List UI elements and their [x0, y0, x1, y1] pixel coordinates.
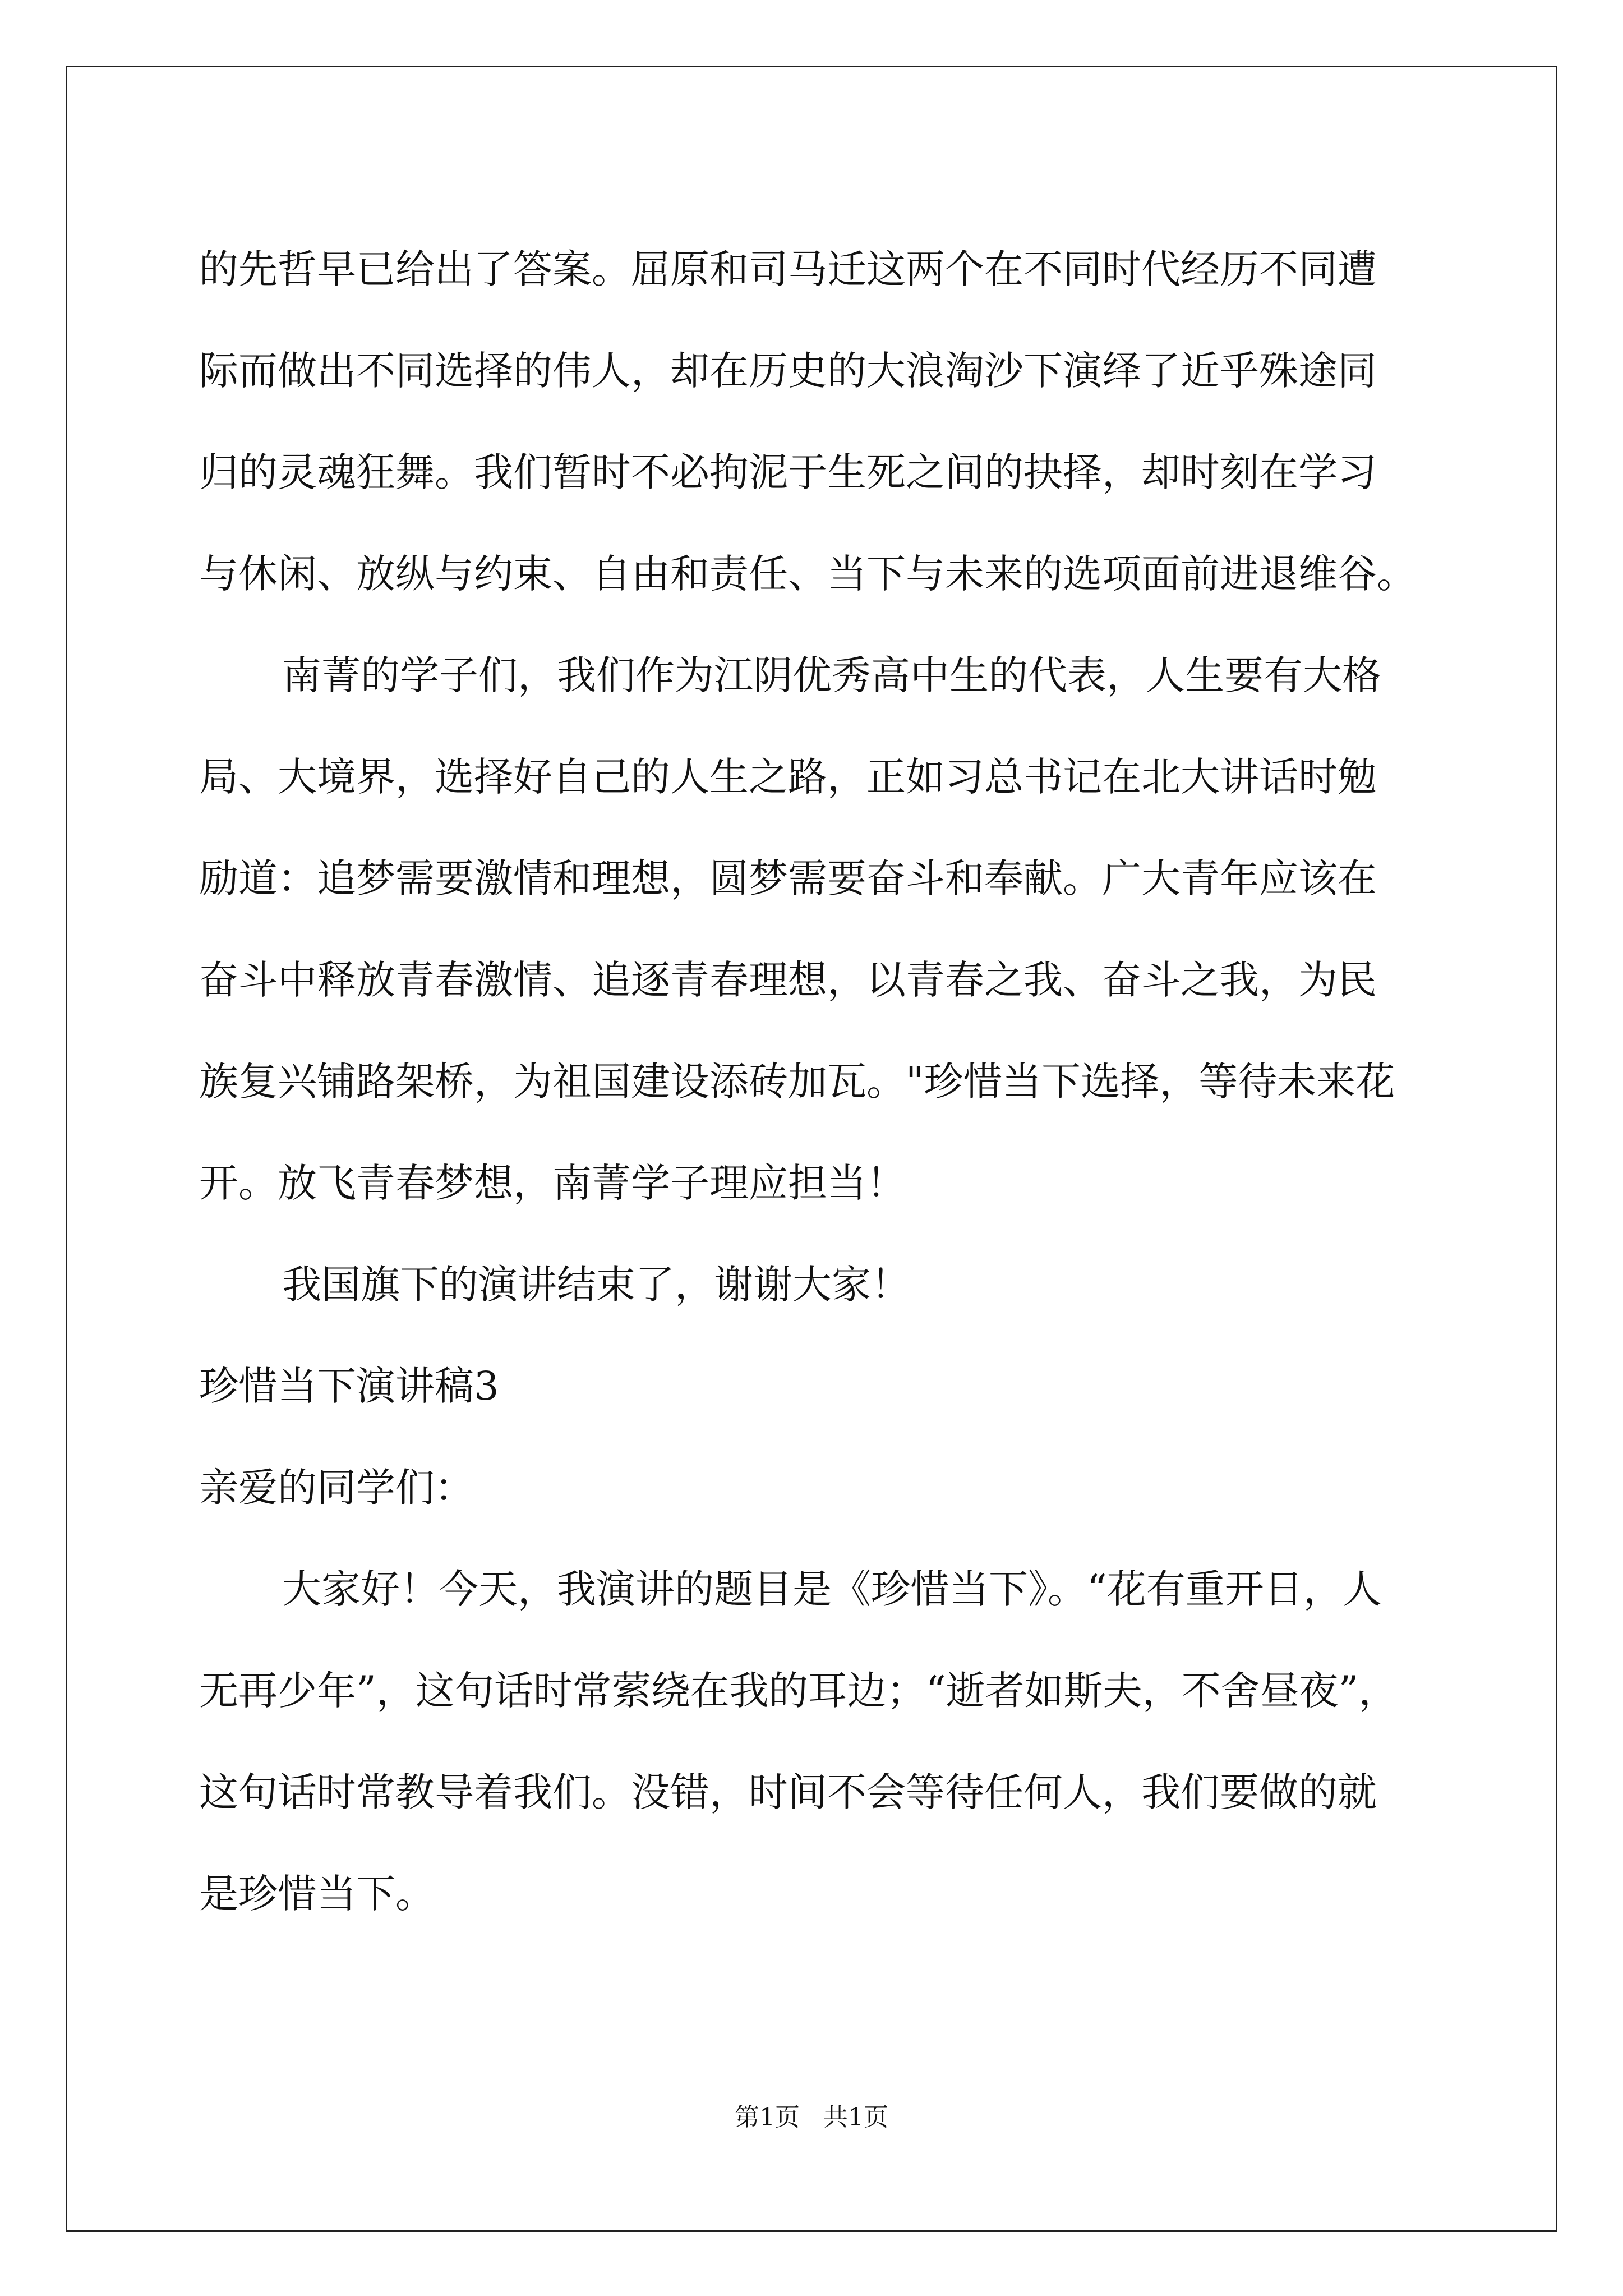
paragraph-line: 族复兴铺路架桥，为祖国建设添砖加瓦。"珍惜当下选择，等待未来花 — [199, 1059, 1395, 1105]
paragraph-line: 局、大境界，选择好自己的人生之路，正如习总书记在北大讲话时勉 — [199, 754, 1377, 800]
paragraph-line: 与休闲、放纵与约束、自由和责任、当下与未来的选项面前进退维谷。 — [199, 551, 1416, 597]
paragraph-line: 这句话时常教导着我们。没错，时间不会等待任何人，我们要做的就 — [199, 1769, 1377, 1815]
document-body — [199, 219, 1433, 1945]
paragraph-line: 奋斗中释放青春激情、追逐青春理想，以青春之我、奋斗之我，为民 — [199, 957, 1377, 1003]
paragraph-line: 开。放飞青春梦想，南菁学子理应担当！ — [199, 1160, 906, 1206]
salutation: 亲爱的同学们： — [199, 1465, 474, 1511]
paragraph-line: 际而做出不同选择的伟人，却在历史的大浪淘沙下演绎了近乎殊途同 — [199, 348, 1377, 394]
paragraph-line: 归的灵魂狂舞。我们暂时不必拘泥于生死之间的抉择，却时刻在学习 — [199, 449, 1377, 495]
paragraph-line: 无再少年”，这句话时常萦绕在我的耳边；“逝者如斯夫，不舍昼夜”， — [199, 1668, 1398, 1714]
section-heading: 珍惜当下演讲稿3 — [199, 1363, 499, 1409]
paragraph-line: 南菁的学子们，我们作为江阴优秀高中生的代表，人生要有大格 — [282, 652, 1381, 698]
paragraph-line: 励道：追梦需要激情和理想，圆梦需要奋斗和奉献。广大青年应该在 — [199, 855, 1377, 901]
page-footer: 第1页 共1页 — [735, 2103, 888, 2132]
paragraph-line: 大家好！今天，我演讲的题目是《珍惜当下》。“花有重开日，人 — [282, 1566, 1382, 1612]
paragraph-line: 是珍惜当下。 — [199, 1871, 435, 1917]
paragraph-line: 的先哲早已给出了答案。屈原和司马迁这两个在不同时代经历不同遭 — [199, 246, 1377, 292]
paragraph-line: 我国旗下的演讲结束了，谢谢大家！ — [282, 1262, 910, 1308]
